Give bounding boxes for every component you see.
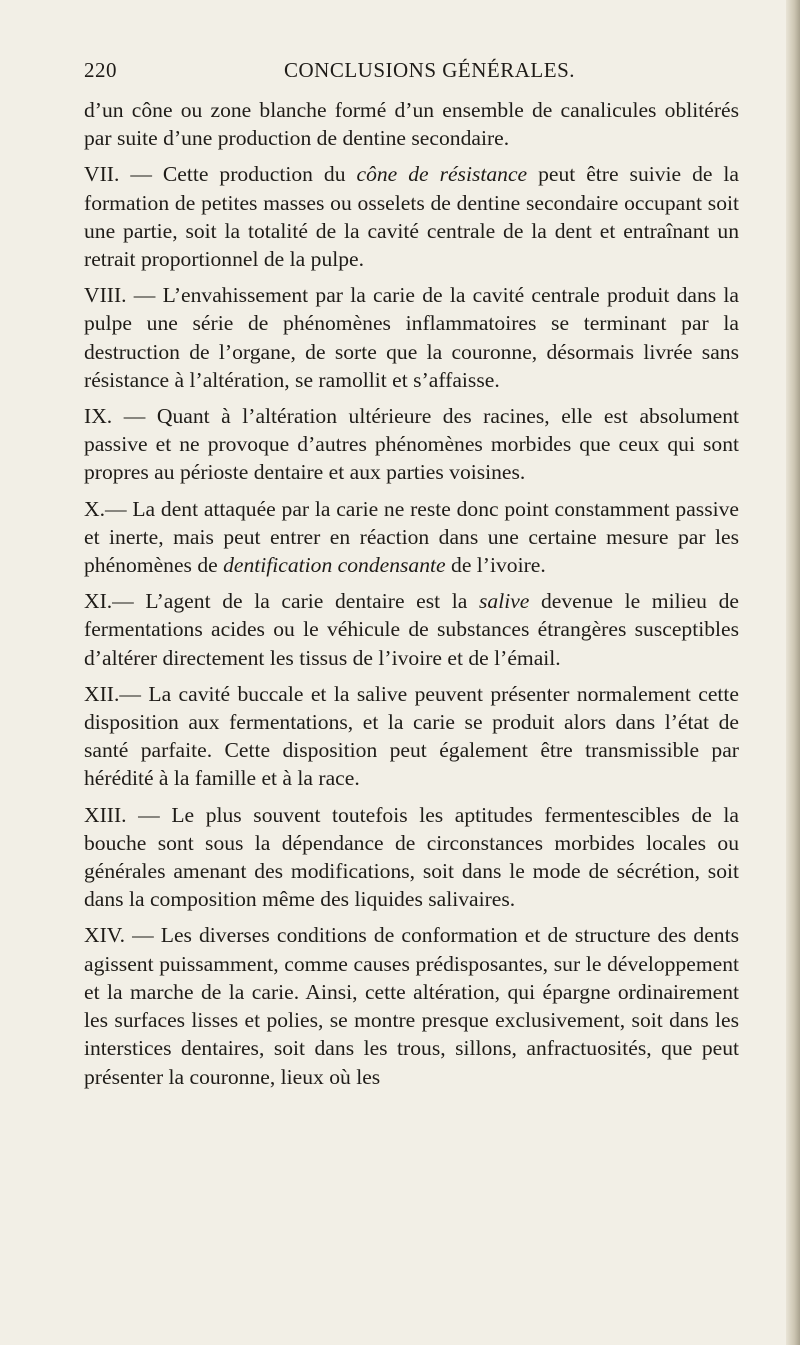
paragraph-xii: XII.— La cavité buccale et la salive peuvent présenter normalement cette disposition aux fermentations, et la carie se produit alors dans l’état de santé parfaite. Cette disposition peut également être transmissible par hérédité à la famille et à la race.	[84, 681, 739, 791]
paragraph-vii-italic-term: cône de résistance	[356, 162, 528, 187]
paragraph-vii-lead: VII. — Cette production du	[84, 162, 357, 187]
paragraph-x-italic-term: dentification condensante	[223, 553, 446, 578]
paragraph-x-lead: X.— La dent attaquée par la carie ne reste donc point constamment passive et inerte, mais peut entrer en réaction dans une certaine mesure par les phénomènes de	[84, 496, 739, 578]
paragraph-xi-italic-term: salive	[479, 589, 530, 614]
body-text	[84, 96, 739, 1091]
paragraph-xiv: XIV. — Les diverses conditions de conformation et de structure des dents agissent puissamment, comme causes prédisposantes, sur le développement et la marche de la carie. Ainsi, cette altération, qui épargne ordinairement les surfaces lisses et polies, se montre presque exclusivement, soit dans les interstices dentaires, soit dans les trous, sillons, anfractuosités, que peut présenter la couronne, lieux où les	[84, 923, 739, 1089]
paragraph-ix: IX. — Quant à l’altération ultérieure des racines, elle est absolument passive et ne provoque d’autres phénomènes morbides que ceux qui sont propres au périoste dentaire et aux parties voisines.	[84, 404, 739, 485]
paragraph-x-rest: de l’ivoire.	[445, 553, 546, 578]
paragraph-vii-rest: peut être suivie de la formation de petites masses ou osselets de dentine secondaire occupant soit une partie, soit la totalité de la cavité centrale de la dent et entraînant un retrait proportionnel de la pulpe.	[84, 162, 740, 272]
paragraph-xiii: XIII. — Le plus souvent toutefois les aptitudes fermentescibles de la bouche sont sous la dépendance de circonstances morbides locales ou générales amenant des modifications, soit dans le mode de sécrétion, soit dans la composition même des liquides salivaires.	[84, 802, 739, 912]
paragraph-xi-rest: devenue le milieu de fermentations acides ou le véhicule de substances étrangères susceptibles d’altérer directement les tissus de l’ivoire et de l’émail.	[84, 589, 739, 670]
running-head: CONCLUSIONS GÉNÉRALES.	[284, 58, 576, 82]
page-number: 220	[84, 58, 117, 82]
paragraph-viii: VIII. — L’envahissement par la carie de la cavité centrale produit dans la pulpe une série de phénomènes inflammatoires se terminant par la destruction de l’organe, de sorte que la couronne, désormais livrée sans résistance à l’altération, se ramollit et s’affaisse.	[84, 283, 739, 392]
page-header	[84, 58, 739, 92]
paragraph-continuation: d’un cône ou zone blanche formé d’un ensemble de canalicules oblitérés par suite d’une production de dentine secondaire.	[84, 98, 739, 151]
paragraph-vii	[84, 160, 739, 273]
paragraph-xi	[84, 587, 739, 672]
paragraph-x	[84, 495, 739, 580]
page-edge-shadow	[786, 0, 800, 1345]
paragraph-xi-lead: XI.— L’agent de la carie dentaire est la	[84, 589, 479, 614]
